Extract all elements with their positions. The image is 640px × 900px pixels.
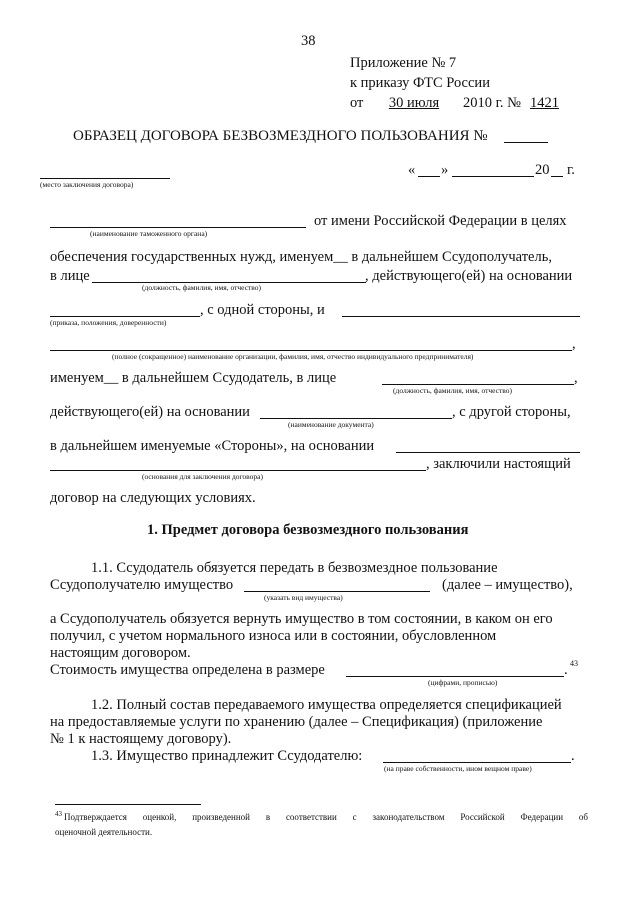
amount-hint: (цифрами, прописью) <box>428 678 498 687</box>
p1-line-2a: Ссудополучателю имущество <box>50 577 234 593</box>
body-line-7a: действующего(ей) на основании <box>50 404 250 420</box>
p3-dot: . <box>571 748 575 764</box>
appendix-line2: к приказу ФТС России <box>350 75 490 91</box>
appendix-number: 1421 <box>530 95 559 111</box>
date-year: 20 <box>535 162 550 178</box>
organization-line <box>50 350 572 351</box>
footnote-line-2: оценочной деятельности. <box>55 827 153 837</box>
p2-line-1: 1.2. Полный состав передаваемого имущества определяется спецификацией <box>91 697 562 713</box>
footnote-number: 43 <box>55 810 62 818</box>
p3-line: 1.3. Имущество принадлежит Ссудодателю: <box>91 748 363 764</box>
place-line <box>40 178 170 179</box>
year-line <box>551 176 563 177</box>
body-line-10: договор на следующих условиях. <box>50 490 256 506</box>
position-line-2 <box>382 384 574 385</box>
position-hint: (должность, фамилия, имя, отчество) <box>142 283 262 292</box>
customs-body-line <box>50 227 306 228</box>
month-line <box>452 176 534 177</box>
ownership-hint: (на праве собственности, ином вещном праве) <box>384 764 532 773</box>
appendix-line1: Приложение № 7 <box>350 55 457 71</box>
body-line-3a: в лице <box>50 268 90 284</box>
date-open-quote: « <box>408 162 416 178</box>
document-title: ОБРАЗЕЦ ДОГОВОРА БЕЗВОЗМЕЗДНОГО ПОЛЬЗОВАНИЯ № <box>73 128 488 144</box>
basis-line-2 <box>50 470 426 471</box>
body-line-6-end: , <box>574 370 578 386</box>
appendix-year: 2010 г. № <box>463 95 522 111</box>
body-line-2: обеспечения государственных нужд, именуем__ в дальнейшем Ссудополучатель, <box>50 249 552 265</box>
body-line-4: , с одной стороны, и <box>200 302 325 318</box>
document-hint: (наименование документа) <box>288 420 374 429</box>
body-line-5: , <box>572 336 576 352</box>
counterparty-line <box>342 316 580 317</box>
footnote-ref: 43 <box>570 659 578 668</box>
contract-number-line <box>504 142 548 143</box>
contract-basis-hint: (основания для заключения договора) <box>142 472 264 481</box>
basis-line-1 <box>396 452 580 453</box>
date-close-quote: » <box>441 162 449 178</box>
p1-line-5: настоящим договором. <box>50 645 191 661</box>
p1-line-2b: (далее – имущество), <box>442 577 573 593</box>
body-line-8: в дальнейшем именуемые «Стороны», на основании <box>50 438 375 454</box>
p1-line-6-dot: . <box>564 662 568 678</box>
order-basis-hint: (приказа, положения, доверенности) <box>50 318 167 327</box>
page-number: 38 <box>301 33 316 49</box>
ownership-line <box>383 762 571 763</box>
footnote-separator <box>55 804 201 805</box>
property-type-line <box>244 591 430 592</box>
p1-line-3: а Ссудополучатель обязуется вернуть имущество в том состоянии, в каком он его <box>50 611 553 627</box>
p2-line-3: № 1 к настоящему договору). <box>50 731 232 747</box>
date-suffix: г. <box>567 162 575 178</box>
organization-hint: (полное (сокращенное) наименование организации, фамилия, имя, отчество индивидуального предпринимателя) <box>112 352 474 361</box>
customs-body-hint: (наименование таможенного органа) <box>90 229 208 238</box>
p2-line-2: на предоставляемые услуги по хранению (далее – Спецификация) (приложение <box>50 714 543 730</box>
section-1-heading: 1. Предмет договора безвозмездного пользования <box>147 522 469 538</box>
body-line-6: именуем__ в дальнейшем Ссудодатель, в лице <box>50 370 337 386</box>
body-line-1: от имени Российской Федерации в целях <box>314 213 567 229</box>
p1-line-4: получил, с учетом нормального износа или в состоянии, обусловленном <box>50 628 497 644</box>
body-line-9: , заключили настоящий <box>426 456 571 472</box>
document-line <box>260 418 452 419</box>
property-type-hint: (указать вид имущества) <box>264 593 343 602</box>
appendix-date: 30 июля <box>388 95 440 111</box>
body-line-7b: , с другой стороны, <box>452 404 571 420</box>
place-hint: (место заключения договора) <box>40 180 134 189</box>
appendix-date-prefix: от <box>350 95 364 111</box>
body-line-3b: , действующего(ей) на основании <box>365 268 573 284</box>
p1-line-6: Стоимость имущества определена в размере <box>50 662 325 678</box>
footnote-line-1: Подтверждается оценкой, произведенной в соответствии с законодательством Российской Федерации об <box>64 812 588 822</box>
amount-line <box>346 676 564 677</box>
day-line <box>418 176 440 177</box>
position-hint-2: (должность, фамилия, имя, отчество) <box>393 386 513 395</box>
order-basis-line <box>50 316 200 317</box>
p1-line-1: 1.1. Ссудодатель обязуется передать в безвозмездное пользование <box>91 560 498 576</box>
